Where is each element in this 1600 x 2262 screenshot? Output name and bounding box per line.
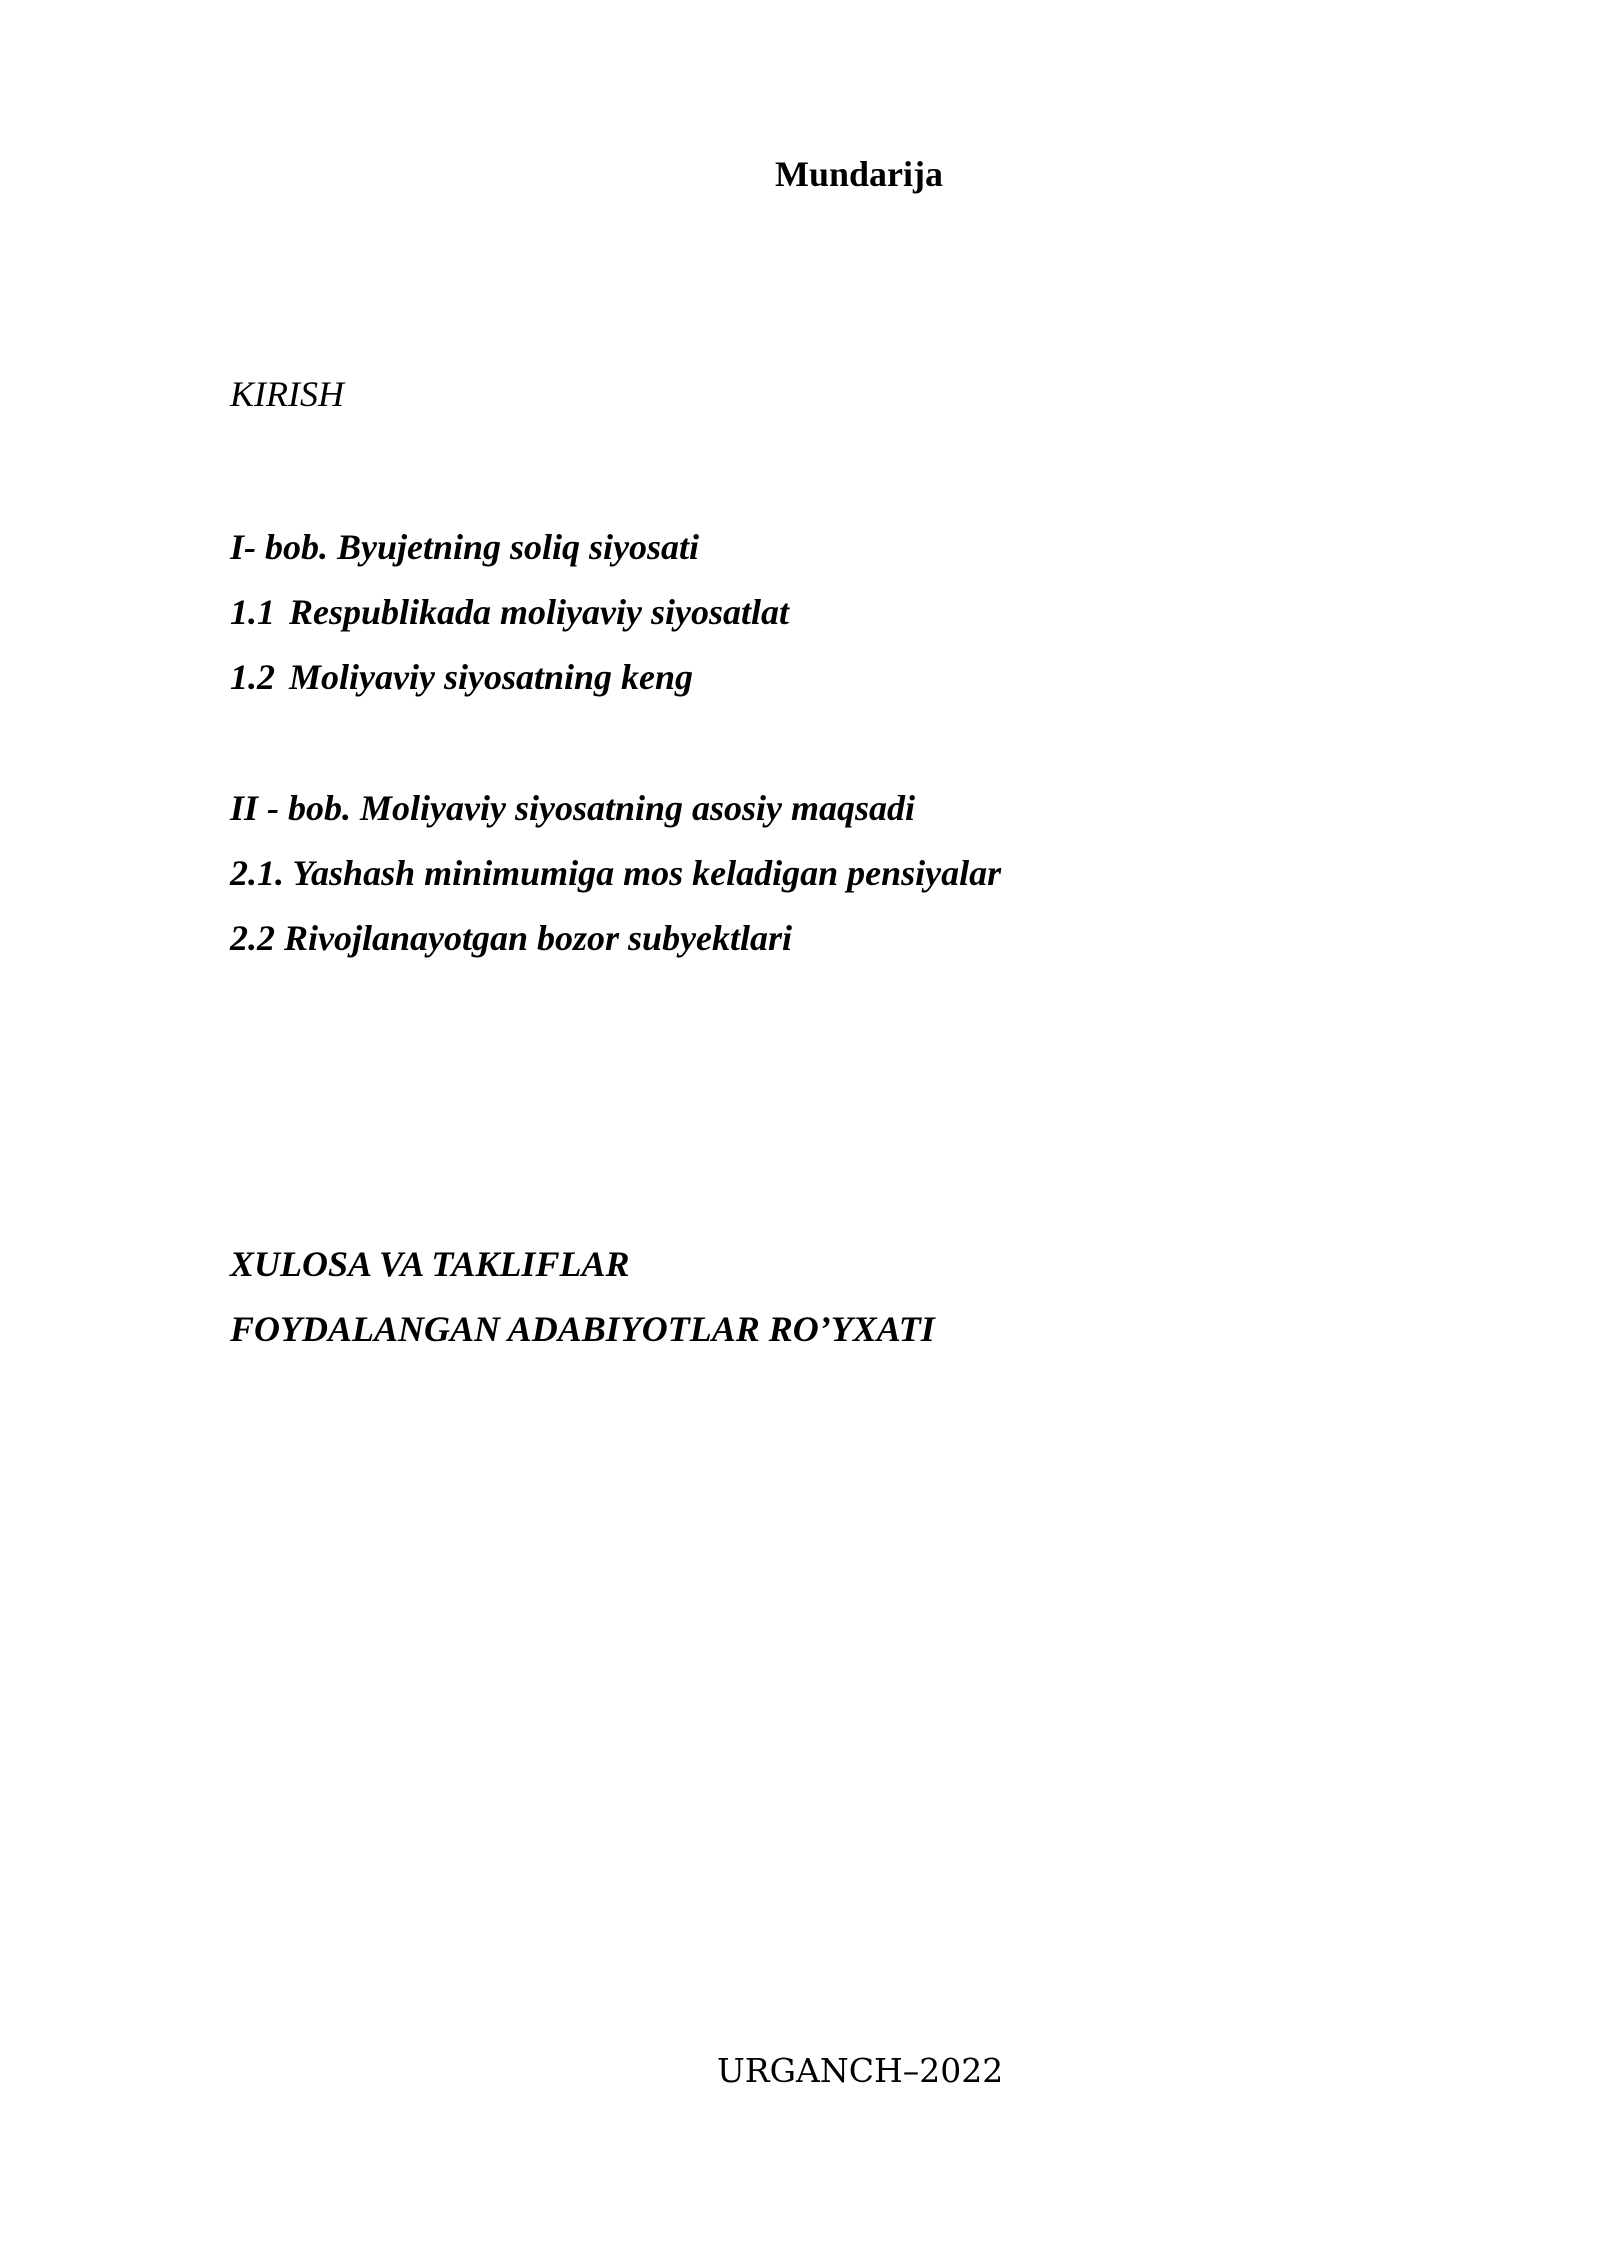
toc-chapter-2-heading: II - bob. Moliyaviy siyosatning asosiy maqsadi <box>230 788 916 828</box>
section-number: 1.2 <box>230 657 275 697</box>
toc-section-2-1: 2.1. Yashash minimumiga mos keladigan pensiyalar <box>230 853 1002 893</box>
toc-chapter-1-heading: I- bob. Byujetning soliq siyosati <box>230 527 700 567</box>
toc-references: FOYDALANGAN ADABIYOTLAR RO’YXATI <box>230 1309 935 1349</box>
section-label: Respublikada moliyaviy siyosatlat <box>289 592 789 632</box>
toc-section-1-1 <box>230 590 789 634</box>
toc-section-1-2 <box>230 655 693 699</box>
toc-section-2-2: 2.2 Rivojlanayotgan bozor subyektlari <box>230 918 793 958</box>
toc-intro: KIRISH <box>230 374 344 414</box>
section-number: 1.1 <box>230 592 275 632</box>
toc-conclusion: XULOSA VA TAKLIFLAR <box>230 1244 630 1284</box>
footer-city-year: URGANCH–2022 <box>717 2051 1004 2090</box>
page-title: Mundarija <box>775 154 944 194</box>
section-label: Moliyaviy siyosatning keng <box>289 657 693 697</box>
